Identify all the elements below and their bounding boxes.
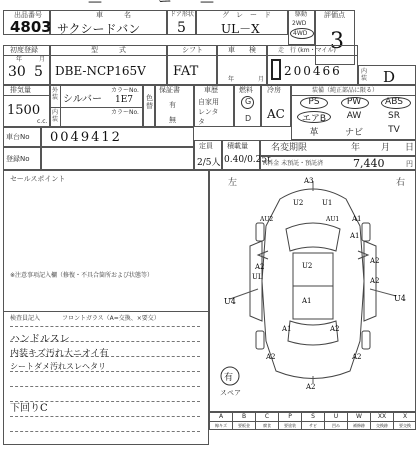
- lot-label: 出品番号: [14, 11, 42, 19]
- top-cut-text: — ー —: [88, 0, 214, 10]
- first-reg-label: 初度登録: [10, 46, 38, 54]
- reg-no-label-cell: [3, 147, 41, 170]
- color-change-label: 色替: [146, 94, 153, 110]
- mark-a2-rl: A2: [266, 353, 276, 361]
- inspection-cell: [217, 45, 267, 85]
- title-change-cell: [260, 140, 416, 156]
- mark-u2: U2: [293, 199, 304, 207]
- mark-a1-rear: A1: [282, 325, 292, 333]
- fuel-label: 燃料: [239, 86, 253, 94]
- windshield-label: フロントガラス（A=交換、×要交）: [62, 315, 160, 322]
- mark-a2-bottom: A2: [306, 383, 316, 391]
- drive-4wd: 4WD: [293, 30, 308, 37]
- equip-abs-circle: [381, 97, 411, 109]
- warranty-no: 無: [169, 116, 176, 124]
- equip-ps: PS: [308, 97, 320, 107]
- legend-meaning-5: 凹み: [325, 422, 348, 430]
- chassis-label-cell: [3, 127, 41, 147]
- equip-pw: PW: [346, 97, 362, 107]
- title-change-month: 月: [381, 143, 391, 153]
- capacity-label: 定員: [199, 142, 213, 150]
- mark-u4-left: U4: [224, 297, 236, 306]
- history-item-1: 自家用: [198, 98, 219, 106]
- equip-pw-circle: [341, 97, 369, 109]
- ac-label: 冷房: [267, 86, 281, 94]
- rating-label: 評価点: [324, 11, 345, 19]
- rating-value: 3: [330, 29, 344, 54]
- mark-a1-roof: A1: [302, 297, 312, 305]
- mark-a3: A3: [304, 177, 314, 185]
- equip-navi: ナビ: [344, 128, 363, 138]
- remarks-panel: [3, 170, 209, 445]
- displacement-label: 排気量: [10, 86, 31, 94]
- color-cell: [50, 85, 143, 127]
- legend-code-7: XX: [371, 413, 394, 422]
- fuel-cell: [234, 85, 261, 127]
- load-value: 0.40/0.25t: [224, 155, 271, 165]
- title-change-year: 年: [351, 143, 361, 153]
- legend-meanings-row: [210, 422, 416, 430]
- mark-au1: AU1: [326, 216, 340, 223]
- load-cell: [222, 140, 271, 170]
- remark-2: 内装キズ汚れ大ニオイ有: [10, 349, 109, 359]
- mileage-label: 走 行 (km・マイル): [278, 47, 336, 54]
- displacement-value: 1500: [7, 103, 41, 118]
- mirror-right: [358, 251, 368, 259]
- wheel-front-left: [256, 223, 264, 241]
- legend-code-5: U: [325, 413, 348, 422]
- wheel-rear-left: [256, 331, 264, 349]
- equip-ps-circle: [300, 97, 328, 109]
- grade-value: UL－X: [221, 22, 260, 36]
- mark-a1-side: A1: [350, 232, 360, 240]
- color-no-label: カラーNo.: [111, 87, 139, 94]
- capacity-value: 2/5人: [197, 158, 221, 168]
- equip-leather: 革: [309, 128, 319, 138]
- mark-a2-right: A2: [370, 257, 380, 265]
- legend-meaning-6: 補修跡: [348, 422, 371, 430]
- car-name-label: 車 名: [96, 11, 131, 19]
- legend-meaning-2: 腐食: [256, 422, 279, 430]
- ac-cell: [261, 85, 291, 127]
- equipment-cell: [291, 85, 416, 140]
- diagram-left-label: 左: [228, 178, 238, 188]
- history-label: 車歴: [204, 86, 218, 94]
- door-value: 5: [177, 20, 186, 36]
- wheel-front-right: [362, 223, 370, 241]
- chassis-value: 0049412: [50, 130, 122, 145]
- history-cell: [194, 85, 234, 127]
- title-change-day: 日: [405, 143, 415, 153]
- door-cell: [167, 10, 196, 35]
- chassis-value-cell: [41, 127, 194, 147]
- first-reg-year-label: 年: [16, 56, 23, 63]
- equip-airbag-circle: [297, 111, 331, 123]
- equip-abs: ABS: [385, 97, 403, 107]
- interior-cell: [358, 65, 416, 85]
- legend-meaning-8: 要交換: [399, 423, 411, 428]
- car-name-cell: [50, 10, 167, 35]
- shift-value: FAT: [173, 64, 199, 79]
- windshield-shape: [286, 223, 340, 251]
- legend-code-0: A: [210, 413, 233, 422]
- first-reg-year: 30: [8, 64, 26, 80]
- mark-u1: U1: [322, 199, 333, 207]
- equip-sr: SR: [388, 111, 400, 121]
- remark-3: シートダメ汚れスレヘタリ: [10, 362, 106, 371]
- car-diagram: [210, 171, 415, 411]
- legend-meaning-1: 要板金: [233, 422, 256, 430]
- fuel-g: G: [245, 97, 252, 106]
- chassis-label: 車台No: [6, 133, 30, 141]
- history-item-3: タ: [198, 118, 205, 126]
- color-change-cell: [143, 85, 155, 127]
- cc-label: c.c.: [37, 118, 48, 125]
- legend-code-2: C: [256, 413, 279, 422]
- first-reg-month-label: 月: [39, 56, 46, 63]
- model-cell: [50, 45, 167, 85]
- fuel-d: D: [245, 114, 252, 123]
- title-change-label: 名変期限: [271, 143, 308, 153]
- interior-value: D: [383, 68, 396, 86]
- door-label: ドア形状: [170, 11, 194, 18]
- legend-meaning-4: サビ: [302, 422, 325, 430]
- mark-u4-right: U4: [394, 294, 406, 303]
- history-item-2: レンタ: [198, 108, 219, 116]
- drive-cell: [288, 10, 315, 45]
- recycle-value: 7,440: [353, 157, 385, 170]
- mark-u2-roof: U2: [302, 262, 313, 270]
- ac-value: AC: [267, 107, 285, 121]
- mileage-value: 200466: [284, 64, 342, 78]
- recycle-cell: [260, 156, 416, 170]
- drive-2wd: 2WD: [292, 20, 307, 27]
- color-outer-label: 外装: [52, 87, 59, 101]
- lot-number: 4803: [10, 18, 52, 36]
- mirror-left: [258, 251, 268, 259]
- mark-a2-rear: A2: [330, 325, 340, 333]
- shift-cell: [167, 45, 217, 85]
- warranty-cell: [155, 85, 194, 127]
- mark-a2-right2: A2: [370, 277, 380, 285]
- reg-no-label: 登録No: [6, 155, 30, 163]
- mark-ul: UL: [252, 273, 263, 281]
- color-no-value: 1E7: [115, 95, 134, 105]
- mark-a2-rr: A2: [352, 353, 362, 361]
- inspection-label: 車 検: [228, 46, 256, 54]
- legend-code-8: X: [402, 413, 408, 420]
- color-inner-label: 内装: [52, 109, 59, 123]
- spare-label: スペア: [220, 389, 241, 397]
- sales-point-label: セールスポイント: [10, 175, 66, 183]
- model-value: DBE-NCP165V: [55, 64, 146, 78]
- legend-code-1: B: [233, 413, 256, 422]
- warranty-yes: 有: [169, 101, 176, 109]
- color-no-label-inner: カラーNo.: [111, 109, 139, 116]
- equip-airbag: エアB: [301, 114, 327, 124]
- diagram-right-label: 右: [396, 178, 406, 188]
- equipment-label: 装備（純正部品に限る）: [312, 87, 379, 94]
- recycle-label: R料金 未預託・預託済: [263, 160, 324, 167]
- interior-label: 内装: [361, 68, 368, 82]
- legend-code-6: W: [348, 413, 371, 422]
- grade-cell: [196, 10, 288, 35]
- legend-code-3: P: [279, 413, 302, 422]
- car-body-outline: [262, 189, 364, 379]
- grade-label: グ レ ー ド: [222, 11, 271, 19]
- color-outer-value: シルバー: [63, 94, 103, 105]
- left-side-panel: [250, 241, 262, 321]
- remark-1: ハンドルスレ: [10, 334, 70, 345]
- car-name-value: サクシードバン: [57, 22, 141, 36]
- spare-mark: 有: [224, 373, 234, 383]
- drive-label: 駆動: [295, 11, 308, 18]
- notes-label: ※注意事項記入欄（修復・不具合箇所および状態等）: [10, 272, 154, 279]
- first-reg-cell: [3, 45, 50, 85]
- equip-aw: AW: [346, 111, 362, 121]
- load-label: 積載量: [227, 142, 248, 150]
- displacement-cell: [3, 85, 50, 127]
- mileage-black-box: [271, 59, 281, 80]
- inspector-label: 検査員記入: [10, 315, 41, 322]
- damage-diagram-panel: [209, 170, 416, 412]
- legend-table: [209, 412, 416, 430]
- mark-a2-left: A2: [255, 263, 265, 271]
- legend-meaning-3: 要塗装: [279, 422, 302, 430]
- mark-a1-right: A1: [352, 215, 362, 223]
- shift-label: シフト: [182, 46, 203, 54]
- reg-no-value-cell: [41, 147, 194, 170]
- warranty-label: 保証書: [159, 86, 180, 94]
- equip-tv: TV: [388, 125, 400, 135]
- mark-au2: AU2: [260, 216, 274, 223]
- inspection-year-label: 年: [228, 76, 235, 83]
- capacity-cell: [194, 140, 222, 170]
- inspection-month-label: 月: [258, 76, 265, 83]
- legend-meaning-7: 交換跡: [371, 422, 394, 430]
- mileage-cell: [267, 45, 358, 85]
- wheel-rear-right: [362, 331, 370, 349]
- first-reg-month: 5: [34, 64, 43, 80]
- model-label: 型 式: [91, 46, 126, 54]
- lot-number-cell: [3, 10, 50, 35]
- legend-meaning-0: 線キズ: [210, 422, 233, 430]
- remark-4: 下回りC: [10, 403, 48, 414]
- yen-label: 円: [406, 160, 413, 168]
- legend-code-4: S: [302, 413, 325, 422]
